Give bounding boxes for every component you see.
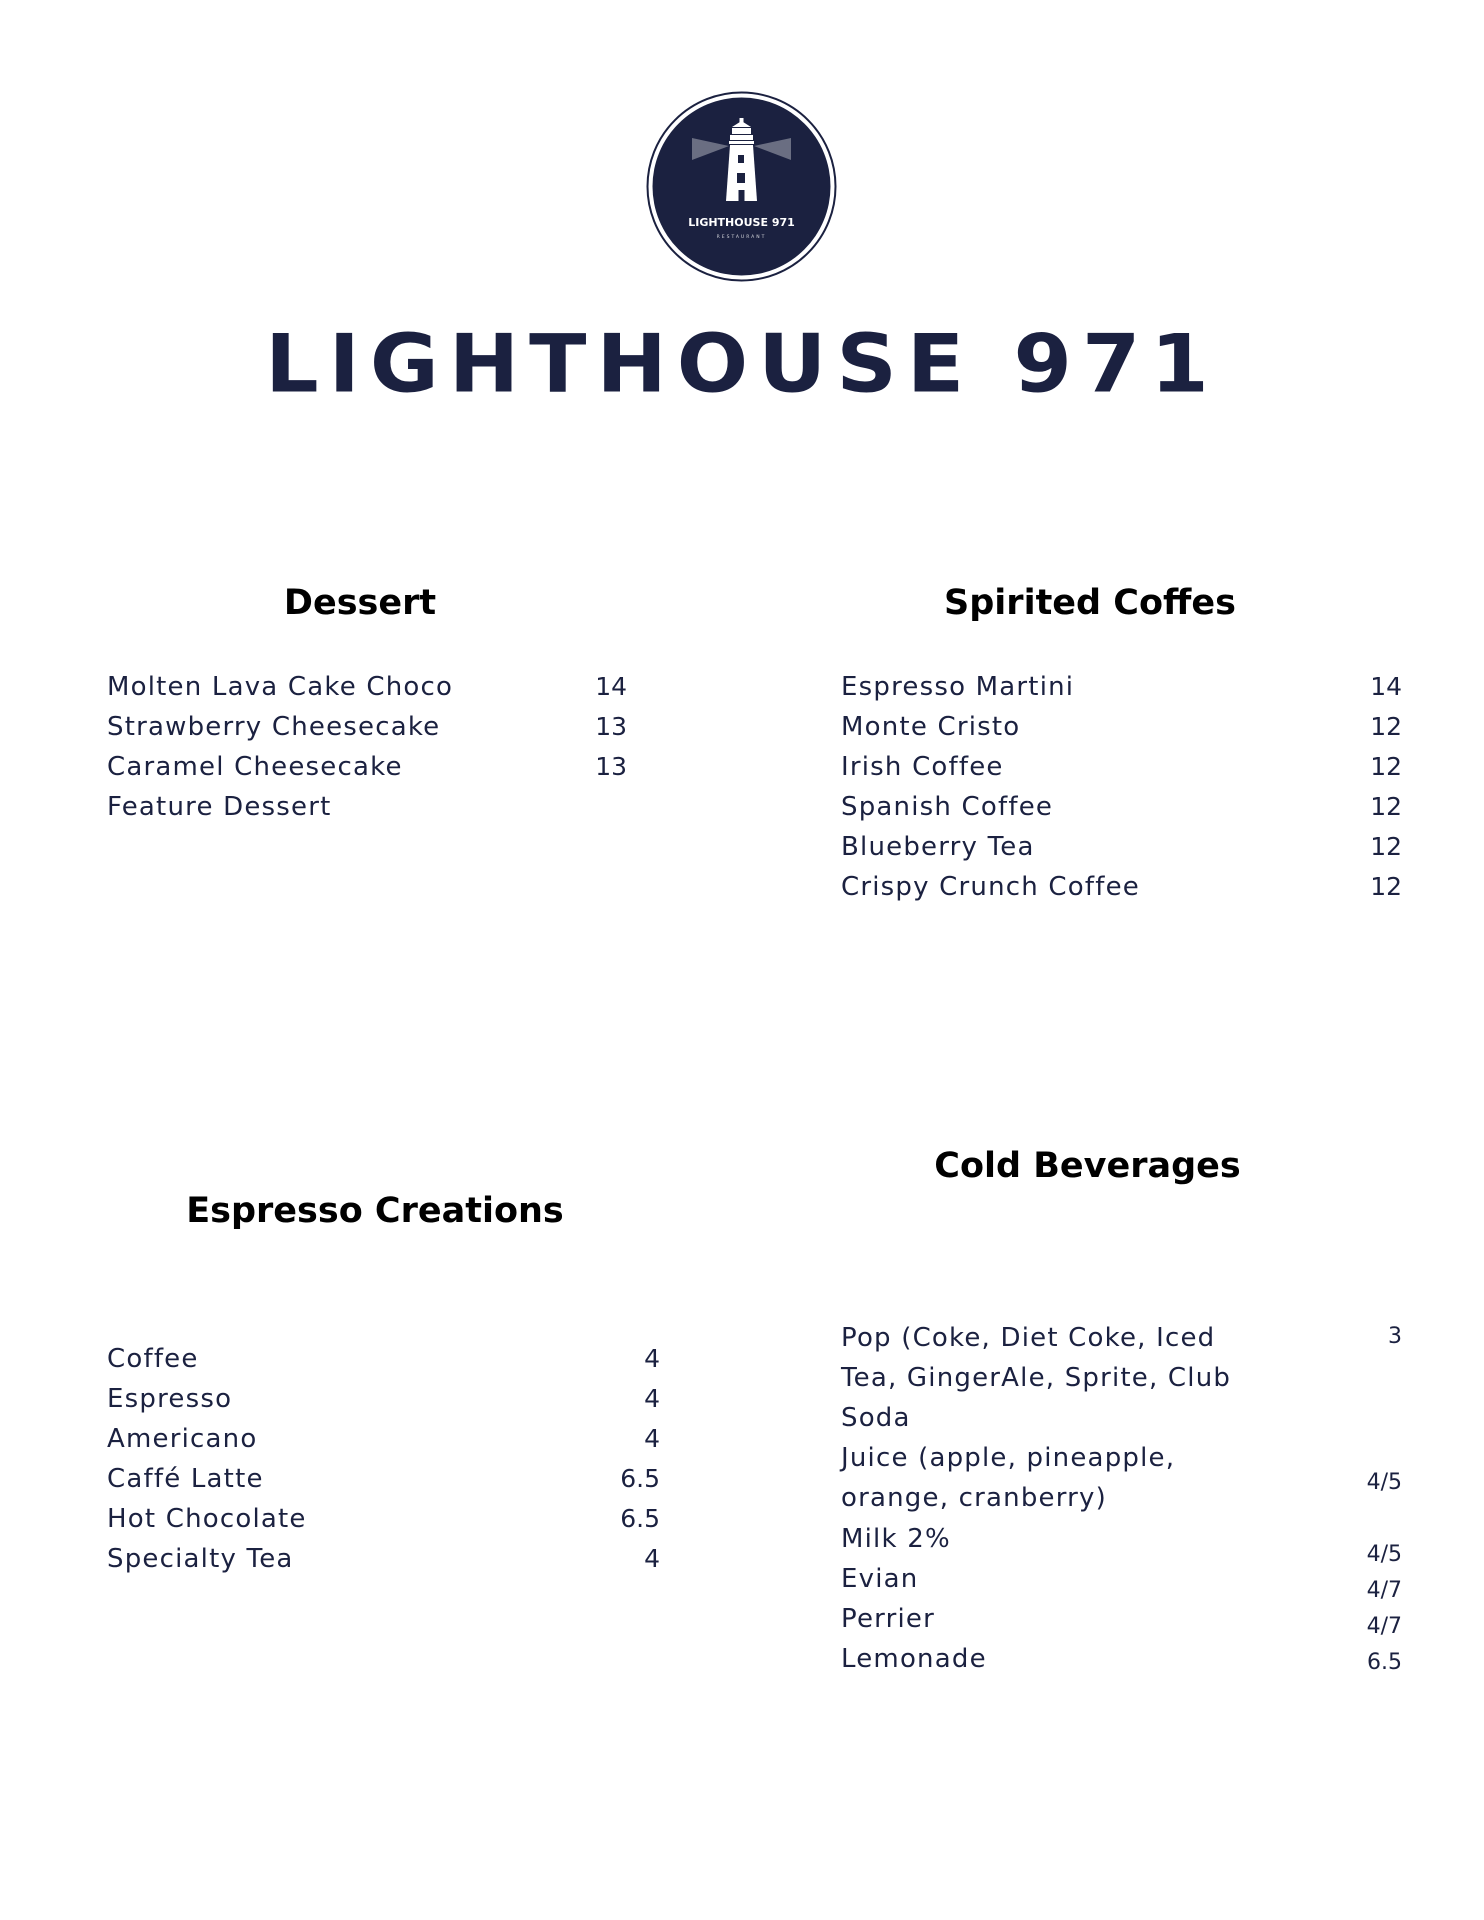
menu-item: Hot Chocolate bbox=[107, 1504, 307, 1534]
menu-item: Espresso bbox=[107, 1384, 233, 1414]
menu-item: Molten Lava Cake Choco bbox=[107, 672, 454, 702]
logo-subtitle: RESTAURANT bbox=[716, 235, 767, 240]
menu-item: Perrier bbox=[841, 1604, 935, 1634]
menu-item-price: 12 bbox=[1370, 832, 1402, 861]
menu-item-price: 12 bbox=[1370, 872, 1402, 901]
menu-item-price: 13 bbox=[595, 712, 627, 741]
menu-item: Spanish Coffee bbox=[841, 792, 1054, 822]
menu-item-price: 4 bbox=[644, 1344, 660, 1373]
menu-item-price: 13 bbox=[595, 752, 627, 781]
menu-item: Juice (apple, pineapple, orange, cranberry) bbox=[841, 1443, 1176, 1513]
menu-item: Evian bbox=[841, 1564, 919, 1594]
menu-item-price: 4/7 bbox=[1366, 1578, 1402, 1603]
menu-item-price: 6.5 bbox=[620, 1504, 660, 1533]
menu-item: Crispy Crunch Coffee bbox=[841, 872, 1140, 902]
menu-item: Pop (Coke, Diet Coke, Iced Tea, GingerAle, Sprite, Club Soda bbox=[841, 1323, 1232, 1433]
menu-item-price: 4/7 bbox=[1366, 1614, 1402, 1639]
menu-item-price: 4/5 bbox=[1366, 1470, 1402, 1495]
menu-item: Irish Coffee bbox=[841, 752, 1004, 782]
page-title: LIGHTHOUSE 971 bbox=[265, 317, 1219, 411]
restaurant-logo bbox=[646, 91, 837, 282]
menu-item: Caffé Latte bbox=[107, 1464, 264, 1494]
menu-item-price: 4 bbox=[644, 1384, 660, 1413]
menu-item: Americano bbox=[107, 1424, 258, 1454]
menu-item-price: 14 bbox=[1370, 672, 1402, 701]
menu-item: Strawberry Cheesecake bbox=[107, 712, 441, 742]
espresso-creations-heading: Espresso Creations bbox=[186, 1191, 564, 1231]
menu-item: Milk 2% bbox=[841, 1524, 951, 1554]
menu-item-price: 6.5 bbox=[620, 1464, 660, 1493]
menu-item-price: 12 bbox=[1370, 792, 1402, 821]
menu-item: Feature Dessert bbox=[107, 792, 332, 822]
menu-item-price: 4 bbox=[644, 1544, 660, 1573]
menu-item: Coffee bbox=[107, 1344, 199, 1374]
menu-item: Monte Cristo bbox=[841, 712, 1021, 742]
menu-item-price: 12 bbox=[1370, 712, 1402, 741]
cold-beverages-heading: Cold Beverages bbox=[934, 1146, 1241, 1186]
menu-item-price: 12 bbox=[1370, 752, 1402, 781]
menu-item-price: 4/5 bbox=[1366, 1542, 1402, 1567]
menu-item-price: 4 bbox=[644, 1424, 660, 1453]
menu-item: Specialty Tea bbox=[107, 1544, 294, 1574]
menu-item: Espresso Martini bbox=[841, 672, 1075, 702]
dessert-heading: Dessert bbox=[283, 583, 437, 623]
menu-item-price: 6.5 bbox=[1367, 1650, 1402, 1675]
menu-item-price: 14 bbox=[595, 672, 627, 701]
menu-item-price: 3 bbox=[1388, 1324, 1402, 1349]
spirited-coffees-heading: Spirited Coffes bbox=[944, 583, 1236, 623]
menu-item: Blueberry Tea bbox=[841, 832, 1035, 862]
menu-item: Lemonade bbox=[841, 1644, 987, 1674]
menu-item: Caramel Cheesecake bbox=[107, 752, 403, 782]
lighthouse-logo-icon bbox=[646, 91, 837, 282]
logo-name: LIGHTHOUSE 971 bbox=[688, 216, 795, 229]
